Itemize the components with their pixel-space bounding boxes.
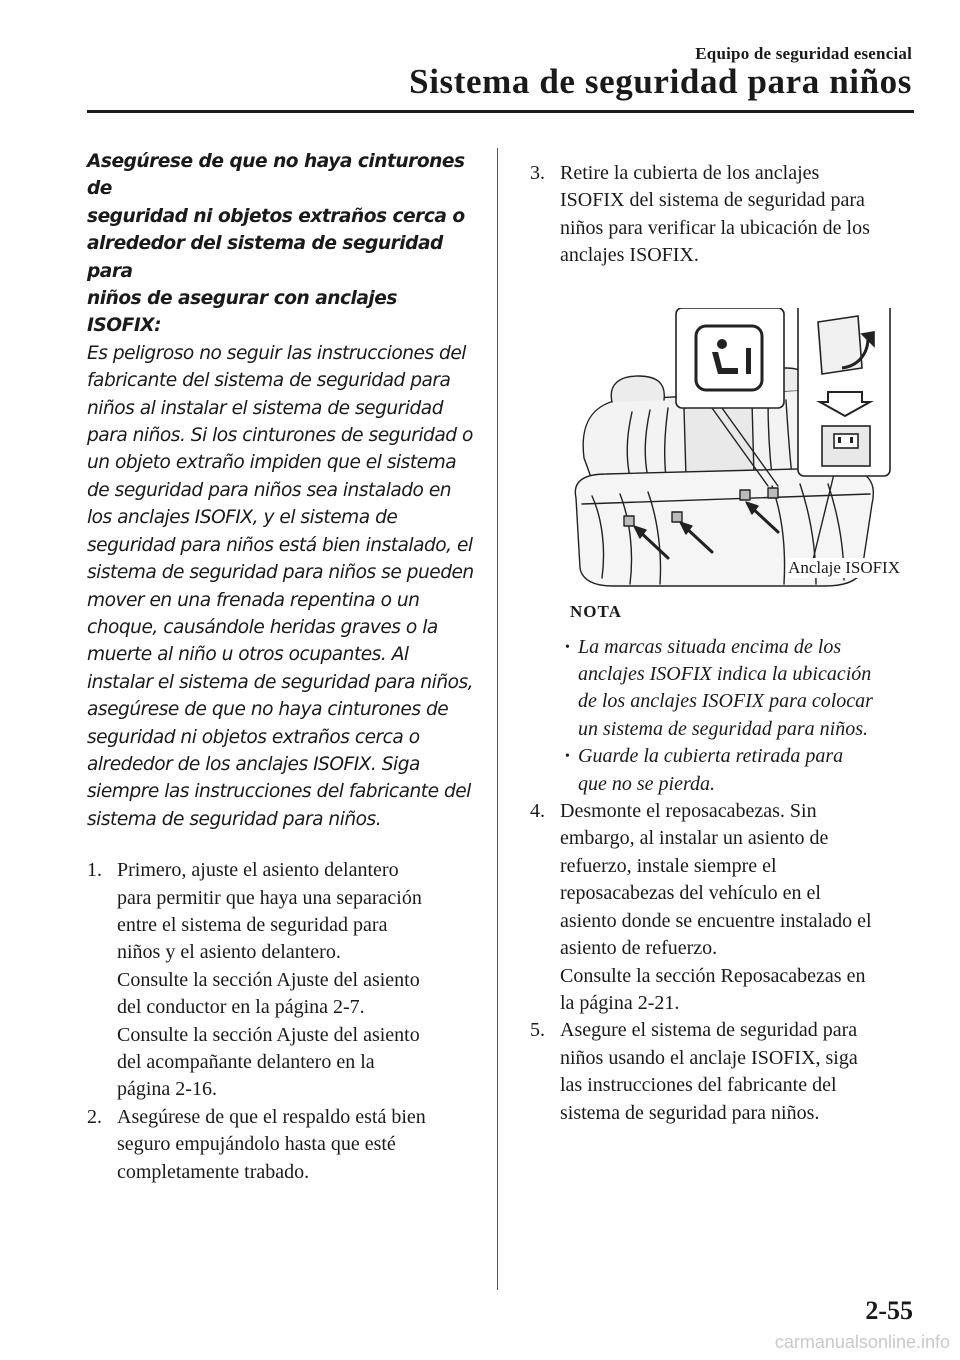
warning-body-line: choque, causándole heridas graves o la [87,616,438,638]
step-line: refuerzo, instale siempre el [560,854,777,877]
step-line: Consulte la sección Reposacabezas en [560,964,866,987]
step-line: asiento donde se encuentre instalado el [560,909,872,932]
note-line: • Guarde la cubierta retirada para [578,745,844,768]
step-number: 2. [87,1105,102,1128]
warning-body-line: para niños. Si los cinturones de seguridad o [87,425,473,447]
warning-body-line: muerte al niño u otros ocupantes. Al [87,644,409,666]
rear-seat-illustration [572,308,892,588]
page-title: Sistema de seguridad para niños [409,62,912,101]
warning-body-line: instalar el sistema de seguridad para niños, [87,671,474,693]
step-line: para permitir que haya una separación [117,886,422,909]
step-line: reposacabezas del vehículo en el [560,882,821,905]
right-column [530,160,920,1127]
step-4 [530,798,920,1017]
warning-body-line: sistema de seguridad para niños se pueden [87,562,474,584]
step-5 [530,1017,920,1127]
step-number: 4. [530,800,545,823]
figure-caption: Anclaje ISOFIX [788,557,900,577]
step-line: embargo, al instalar un asiento de [560,827,829,850]
step-line: asiento de refuerzo. [560,937,718,960]
warning-body-line: de seguridad para niños sea instalado en [87,479,452,501]
warning-body-line: alrededor de los anclajes ISOFIX. Siga [87,753,420,775]
watermark: carmanualsonline.info [774,1332,950,1352]
left-column [87,148,475,1186]
note-line: de los anclajes ISOFIX para colocar [578,690,873,713]
warning-body-line: asegúrese de que no haya cinturones de [87,699,449,721]
note-line: un sistema de seguridad para niños. [578,717,868,740]
note-heading: NOTA [570,601,622,621]
step-1 [87,857,475,1104]
step-2 [87,1104,475,1186]
warning-heading-line: alrededor del sistema de seguridad para [87,233,443,282]
warning-body-line: seguridad ni objetos extraños cerca o [87,726,420,748]
isofix-figure [572,308,900,588]
step-line: completamente trabado. [117,1160,310,1183]
step-line: niños usando el anclaje ISOFIX, siga [560,1046,858,1069]
steps-left [87,857,475,1186]
step-line: las instrucciones del fabricante del [560,1074,837,1097]
step-number: 3. [530,162,545,184]
step-number: 1. [87,859,102,882]
step-line: Consulte la sección Ajuste del asiento [117,1023,420,1046]
step-number: 5. [530,1019,545,1042]
step-line: Asegúrese de que el respaldo está bien [117,1105,426,1128]
step-line: niños y el asiento delantero. [117,941,341,964]
step-line: Asegure el sistema de seguridad para [560,1019,858,1042]
warning-block [87,148,475,833]
step-line: Desmonte el reposacabezas. Sin [560,800,817,823]
step-line: Primero, ajuste el asiento delantero [117,859,399,882]
warning-body-line: fabricante del sistema de seguridad para [87,370,451,392]
header-section-label: Equipo de seguridad esencial [695,44,912,63]
step-line: Retire la cubierta de los anclajes [560,162,820,184]
page-number: 2-55 [865,1296,913,1325]
warning-body-line: un objeto extraño impiden que el sistema [87,452,457,474]
header-rule [87,110,914,113]
step-line: sistema de seguridad para niños. [560,1101,820,1124]
warning-body [87,340,475,833]
step-line: anclajes ISOFIX. [560,244,699,267]
note-line: anclajes ISOFIX indica la ubicación [578,663,872,686]
step-line: página 2-16. [117,1078,217,1101]
note-item [578,743,920,798]
warning-heading-line: seguridad ni objetos extraños cerca o [87,205,465,227]
warning-body-line: Es peligroso no seguir las instrucciones del [87,342,466,364]
step-line: del conductor en la página 2-7. [117,996,365,1019]
column-divider [497,148,498,1290]
step-line: ISOFIX del sistema de seguridad para [560,189,865,212]
note-list [530,634,920,798]
step-line: niños para verificar la ubicación de los [560,216,870,239]
cover-removal-detail [798,308,890,476]
step-line: la página 2-21. [560,991,680,1014]
warning-body-line: niños al instalar el sistema de seguridad [87,397,443,419]
warning-body-line: sistema de seguridad para niños. [87,808,382,830]
step-3 [530,160,920,270]
step-line: entre el sistema de seguridad para [117,913,388,936]
warning-body-line: mover en una frenada repentina o un [87,589,420,611]
step-line: seguro empujándolo hasta que esté [117,1133,396,1156]
step-line: del acompañante delantero en la [117,1051,375,1073]
warning-heading [87,148,475,340]
note-line: que no se pierda. [578,772,716,795]
headrest-left [611,376,664,402]
warning-body-line: los anclajes ISOFIX, y el sistema de [87,507,398,529]
warning-body-line: seguridad para niños está bien instalado, el [87,534,473,556]
step-line: Consulte la sección Ajuste del asiento [117,968,420,991]
note-line: • La marcas situada encima de los [578,635,842,658]
isofix-mark-detail [676,308,784,408]
warning-body-line: siempre las instrucciones del fabricante del [87,781,471,803]
warning-heading-line: Asegúrese de que no haya cinturones de [87,151,465,200]
warning-heading-line: niños de asegurar con anclajes ISOFIX: [87,288,397,337]
note-item [578,634,920,744]
